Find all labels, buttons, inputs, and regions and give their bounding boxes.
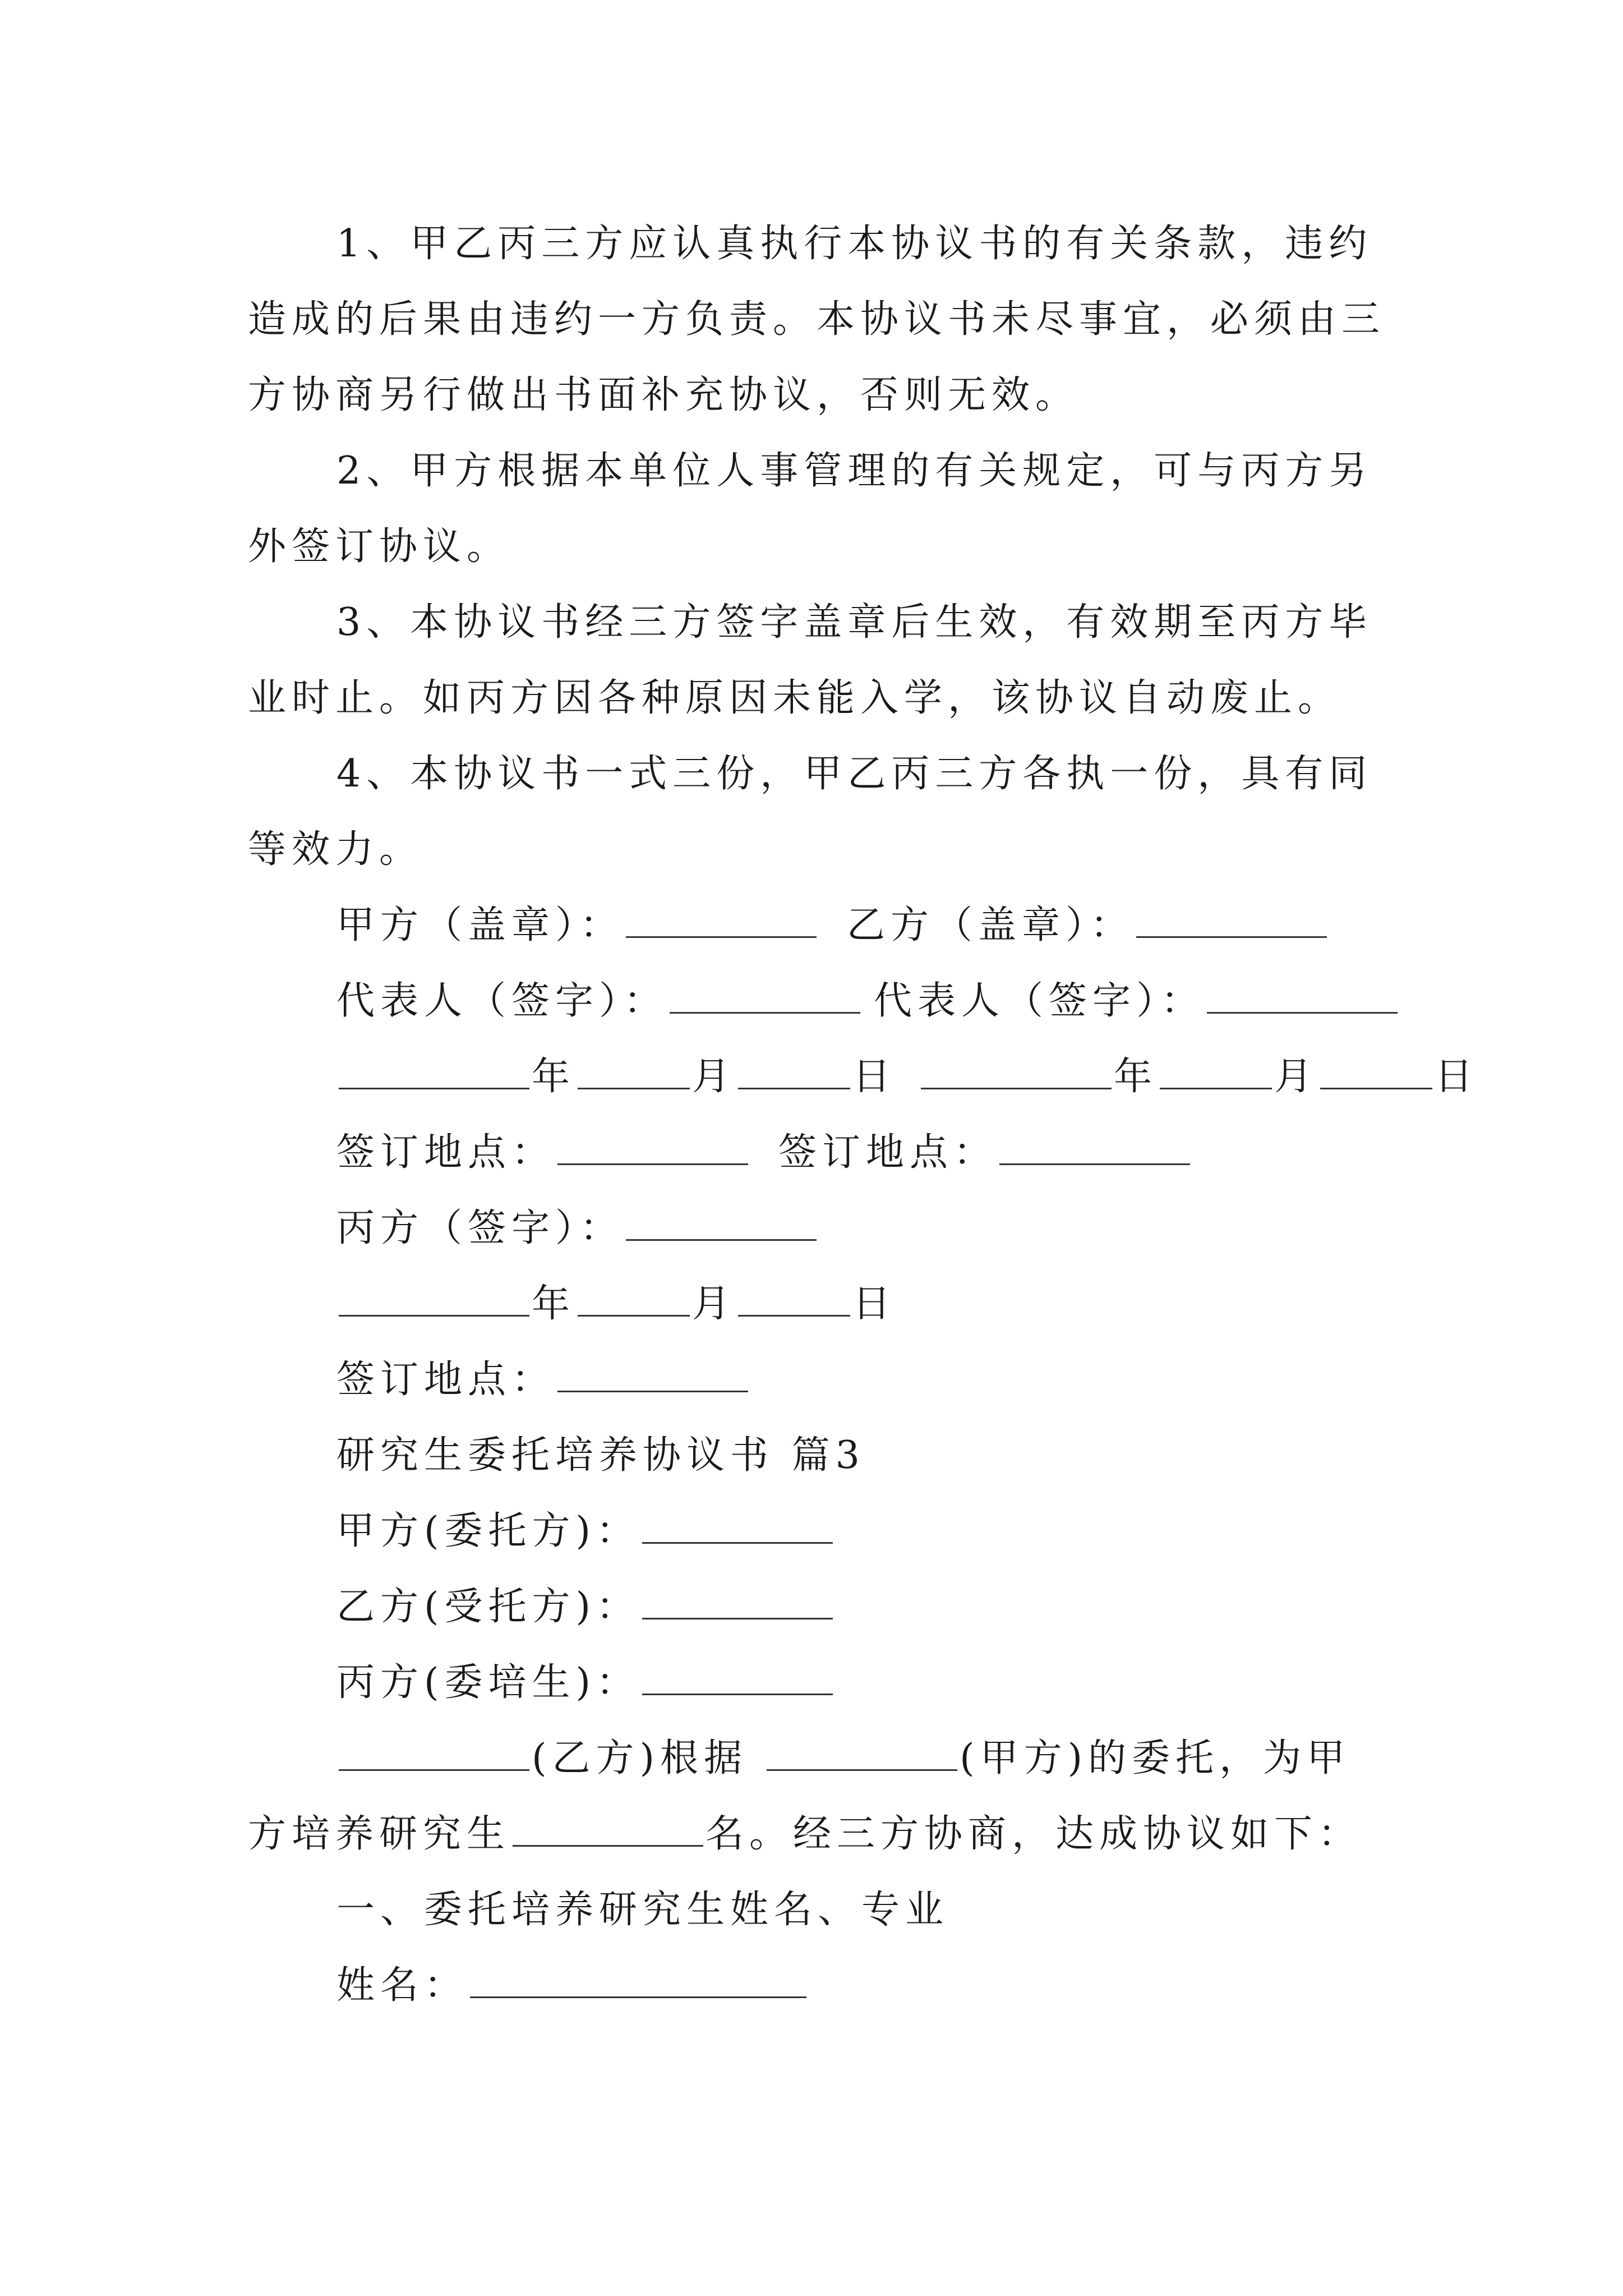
party-b-rep-field[interactable] [1207,975,1398,1014]
section-title: 研究生委托培养协议书 篇3 [336,1433,865,1478]
party-a-field[interactable] [642,1505,833,1544]
clause-2-line-2: 外签订协议。 [248,524,511,569]
party-a-year-field[interactable] [339,1051,529,1089]
party-a-label: 甲方(委托方)： [336,1509,640,1553]
year-label: 年 [1114,1055,1158,1099]
clause-3-line-2: 业时止。如丙方因各种原因未能入学，该协议自动废止。 [248,676,1342,720]
party-b-rep-label: 代表人（签字）： [874,979,1205,1023]
student-count-field[interactable] [513,1808,703,1847]
day-label: 日 [852,1055,897,1099]
party-b-seal-label: 乙方（盖章）： [847,903,1135,947]
party-c-date-row [336,1273,896,1335]
party-a-row [336,1501,835,1562]
day-label: 日 [852,1282,897,1326]
month-label: 月 [692,1055,736,1099]
intro-b: (甲方)的委托，为甲 [960,1736,1351,1780]
intro-line-2 [248,1803,1362,1865]
date-row [336,1046,1478,1108]
intro-line-1 [336,1728,1350,1789]
party-a-rep-field[interactable] [670,975,860,1014]
intro-c: 方培养研究生 [248,1812,511,1856]
seal-row [336,895,1329,956]
party-c-sign-label: 丙方（签字）： [336,1206,624,1250]
year-label: 年 [532,1055,576,1099]
party-b-place-label: 签订地点： [778,1130,998,1175]
intro-a: (乙方)根据 [532,1736,748,1780]
month-label: 月 [1274,1055,1318,1099]
clause-4-line-1: 4、本协议书一式三份，甲乙丙三方各执一份，具有同 [336,752,1373,796]
clause-1-line-3: 方协商另行做出书面补充协议，否则无效。 [248,373,1080,417]
clause-3-line-1: 3、本协议书经三方签字盖章后生效，有效期至丙方毕 [336,600,1373,645]
party-b-year-field[interactable] [921,1051,1112,1089]
name-label: 姓名： [336,1963,468,2008]
party-c-day-field[interactable] [738,1278,850,1317]
day-label: 日 [1435,1055,1479,1099]
clause-2-line-1: 2、甲方根据本单位人事管理的有关规定，可与丙方另 [336,449,1373,493]
party-c-sign-field[interactable] [626,1202,817,1241]
rep-row [336,970,1400,1032]
intro-d: 名。经三方协商，达成协议如下： [706,1812,1362,1856]
clause-1-line-1: 1、甲乙丙三方应认真执行本协议书的有关条款，违约 [336,222,1373,266]
party-a-seal-label: 甲方（盖章）： [336,903,624,947]
party-b-month-field[interactable] [1160,1051,1272,1089]
party-a-day-field[interactable] [738,1051,850,1089]
name-field[interactable] [470,1959,806,1998]
party-c-year-field[interactable] [339,1278,529,1317]
party-a-name-field[interactable] [767,1732,957,1771]
party-a-seal-field[interactable] [626,899,817,938]
party-c-field[interactable] [642,1657,833,1695]
party-c-info-row [336,1652,835,1714]
party-c-place-field[interactable] [557,1354,748,1392]
party-c-row [336,1198,819,1259]
party-c-month-field[interactable] [578,1278,690,1317]
year-label: 年 [532,1282,576,1326]
party-c-place-row [336,1349,750,1411]
clause-4-line-2: 等效力。 [248,827,423,872]
party-a-month-field[interactable] [578,1051,690,1089]
party-b-place-field[interactable] [999,1126,1190,1165]
party-c-label: 丙方(委培生)： [336,1660,640,1705]
party-a-place-label: 签订地点： [336,1130,556,1175]
party-b-name-field[interactable] [339,1732,529,1771]
party-c-place-label: 签订地点： [336,1358,556,1402]
party-b-field[interactable] [642,1581,833,1619]
party-a-rep-label: 代表人（签字）： [336,979,668,1023]
party-b-row [336,1576,835,1638]
name-row [336,1955,809,2017]
heading-1: 一、委托培养研究生姓名、专业 [336,1888,949,1932]
clause-1-line-2: 造成的后果由违约一方负责。本协议书未尽事宜，必须由三 [248,297,1386,342]
party-b-day-field[interactable] [1320,1051,1432,1089]
party-a-place-field[interactable] [557,1126,748,1165]
party-b-label: 乙方(受托方)： [336,1585,640,1629]
party-b-seal-field[interactable] [1136,899,1327,938]
place-row [336,1122,1192,1184]
month-label: 月 [692,1282,736,1326]
